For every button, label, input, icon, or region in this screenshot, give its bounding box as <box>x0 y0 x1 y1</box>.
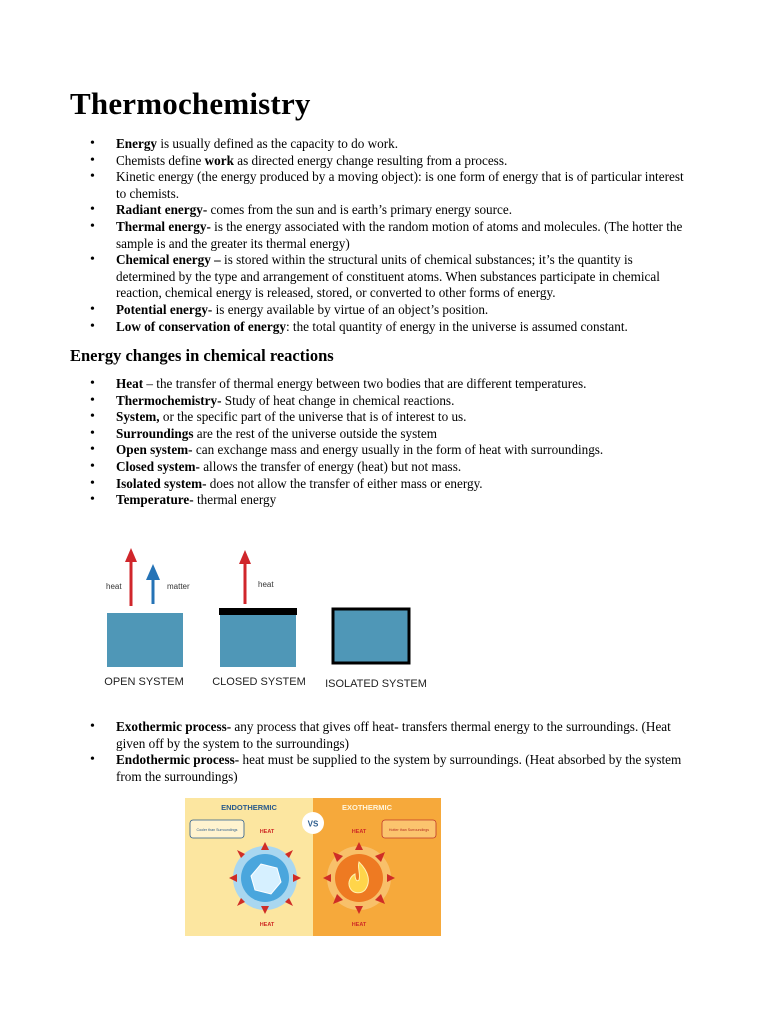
heat-label: heat <box>106 582 122 591</box>
list-item <box>90 409 690 426</box>
definition: is the energy associated with the random motion of atoms and molecules. (The hotter the sample is and the greater its thermal energy) <box>116 218 683 251</box>
list-item <box>90 442 690 459</box>
term: Surroundings <box>116 425 194 441</box>
definition: or the specific part of the universe that is of interest to us. <box>159 409 467 425</box>
text: Chemists define <box>116 152 205 168</box>
definition: – the transfer of thermal energy between two bodies that are different temperatures. <box>143 376 587 391</box>
list-item <box>90 252 690 302</box>
term: System, <box>116 409 160 425</box>
definition: is energy available by virtue of an object’s position. <box>212 301 489 317</box>
endothermic-title: ENDOTHERMIC <box>221 803 277 812</box>
term: Radiant energy- <box>116 202 208 218</box>
matter-label: matter <box>167 582 190 591</box>
list-item <box>90 752 690 785</box>
list-item <box>90 202 690 219</box>
heat-label-bottom: HEAT <box>259 922 275 928</box>
definition: Study of heat change in chemical reactions. <box>221 392 455 408</box>
system-definitions-list <box>90 376 690 509</box>
definition: Kinetic energy (the energy produced by a moving object): is one form of energy that is of particular interest to chemists. <box>116 169 684 201</box>
term: Isolated system- <box>116 475 207 491</box>
exothermic-title: EXOTHERMIC <box>341 803 393 812</box>
energy-definitions-list <box>90 136 690 335</box>
term: Thermal energy- <box>116 218 211 234</box>
system-types-figure <box>95 518 431 704</box>
heat-label-bottom: HEAT <box>351 922 367 928</box>
definition: does not allow the transfer of either mass or energy. <box>206 475 483 491</box>
list-item <box>90 376 690 393</box>
list-item <box>90 169 690 202</box>
list-item <box>90 219 690 252</box>
list-item <box>90 153 690 170</box>
definition: as directed energy change resulting from a process. <box>233 152 508 168</box>
cooler-note: Cooler than Surroundings <box>196 828 238 832</box>
open-system-label: OPEN SYSTEM <box>104 676 184 688</box>
definition: are the rest of the universe outside the system <box>193 425 437 441</box>
closed-lid <box>219 608 297 615</box>
isolated-system-label: ISOLATED SYSTEM <box>325 678 427 690</box>
process-definitions-list <box>90 719 690 785</box>
term: Energy <box>116 136 158 151</box>
definition: is stored within the structural units of chemical substances; it’s the quantity is determined by the type and arrangement of constituent atoms. When substances participate in chemical reaction, chemical energy is released, stored, or converted to other forms of energy. <box>116 252 660 301</box>
list-item <box>90 476 690 493</box>
list-item <box>90 459 690 476</box>
closed-system-box <box>220 615 296 667</box>
definition: : the total quantity of energy in the universe is assumed constant. <box>285 318 628 334</box>
page-title: Thermochemistry <box>70 86 311 121</box>
list-item <box>90 302 690 319</box>
section-heading: Energy changes in chemical reactions <box>70 346 334 365</box>
definition: can exchange mass and energy usually in the form of heat with surroundings. <box>192 442 604 458</box>
definition: heat must be supplied to the system by surroundings. (Heat absorbed by the system from the surroundings) <box>116 752 682 784</box>
term: Chemical energy – <box>116 252 221 268</box>
heat-label-top: HEAT <box>259 829 275 835</box>
term: Closed system- <box>116 458 200 474</box>
definition: is usually defined as the capacity to do work. <box>157 136 399 151</box>
vs-label: VS <box>307 819 319 829</box>
term: work <box>204 152 234 168</box>
list-item <box>90 426 690 443</box>
heat-label: heat <box>258 580 274 589</box>
list-item <box>90 393 690 410</box>
open-system-box <box>107 613 183 667</box>
list-item <box>90 136 690 153</box>
closed-system-label: CLOSED SYSTEM <box>212 676 306 688</box>
definition: comes from the sun and is earth’s primary energy source. <box>207 202 513 218</box>
term: Low of conservation of energy <box>116 318 286 334</box>
isolated-system-box <box>333 609 409 663</box>
definition: any process that gives off heat- transfers thermal energy to the surroundings. (Heat given off by the system to the surroundings) <box>116 719 671 751</box>
term: Exothermic process- <box>116 719 232 734</box>
list-item <box>90 492 690 509</box>
definition: thermal energy <box>193 492 277 508</box>
term: Heat <box>116 376 144 391</box>
term: Thermochemistry- <box>116 392 222 408</box>
term: Open system- <box>116 442 193 458</box>
heat-label-top: HEAT <box>351 829 367 835</box>
term: Endothermic process- <box>116 752 240 768</box>
term: Potential energy- <box>116 301 213 317</box>
list-item <box>90 319 690 336</box>
definition: allows the transfer of energy (heat) but not mass. <box>199 458 462 474</box>
hotter-note: Hotter than Surroundings <box>388 828 430 832</box>
endothermic-exothermic-figure <box>185 798 441 936</box>
list-item <box>90 719 690 752</box>
term: Temperature- <box>116 492 194 508</box>
